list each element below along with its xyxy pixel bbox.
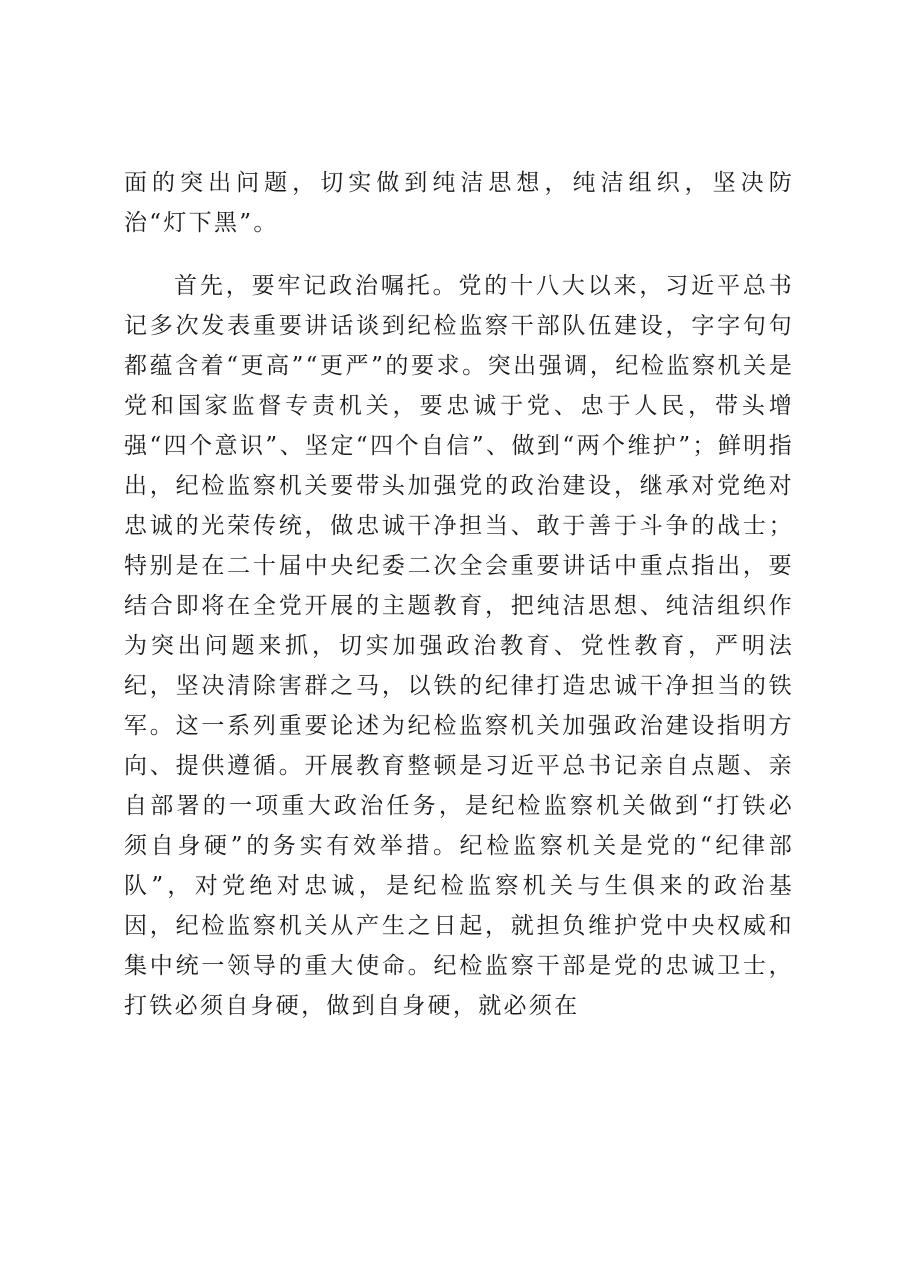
paragraph-continuation: 面的突出问题，切实做到纯洁思想，纯洁组织，坚决防治“灯下黑”。 — [124, 170, 794, 236]
paragraph-political-entrustment: 首先，要牢记政治嘱托。党的十八大以来，习近平总书记多次发表重要讲话谈到纪检监察干部队伍建设，字字句句都蕴含着“更高”“更严”的要求。突出强调，纪检监察机关是党和国家监督专责机关，要忠诚于党、忠于人民，带头增强“四个意识”、坚定“四个自信”、做到“两个维护”；鲜明指出，纪检监察机关要带头加强党的政治建设，继承对党绝对忠诚的光荣传统，做忠诚干净担当、敢于善于斗争的战士；特别是在二十届中央纪委二次全会重要讲话中重点指出，要结合即将在全党开展的主题教育，把纯洁思想、纯洁组织作为突出问题来抓，切实加强政治教育、党性教育，严明法纪，坚决清除害群之马，以铁的纪律打造忠诚干净担当的铁军。这一系列重要论述为纪检监察机关加强政治建设指明方向、提供遵循。开展教育整顿是习近平总书记亲自点题、亲自部署的一项重大政治任务，是纪检监察机关做到“打铁必须自身硬”的务实有效举措。纪检监察机关是党的“纪律部队”，对党绝对忠诚，是纪检监察机关与生俱来的政治基因，纪检监察机关从产生之日起，就担负维护党中央权威和集中统一领导的重大使命。纪检监察干部是党的忠诚卫士，打铁必须自身硬，做到自身硬，就必须在 — [124, 273, 794, 1019]
